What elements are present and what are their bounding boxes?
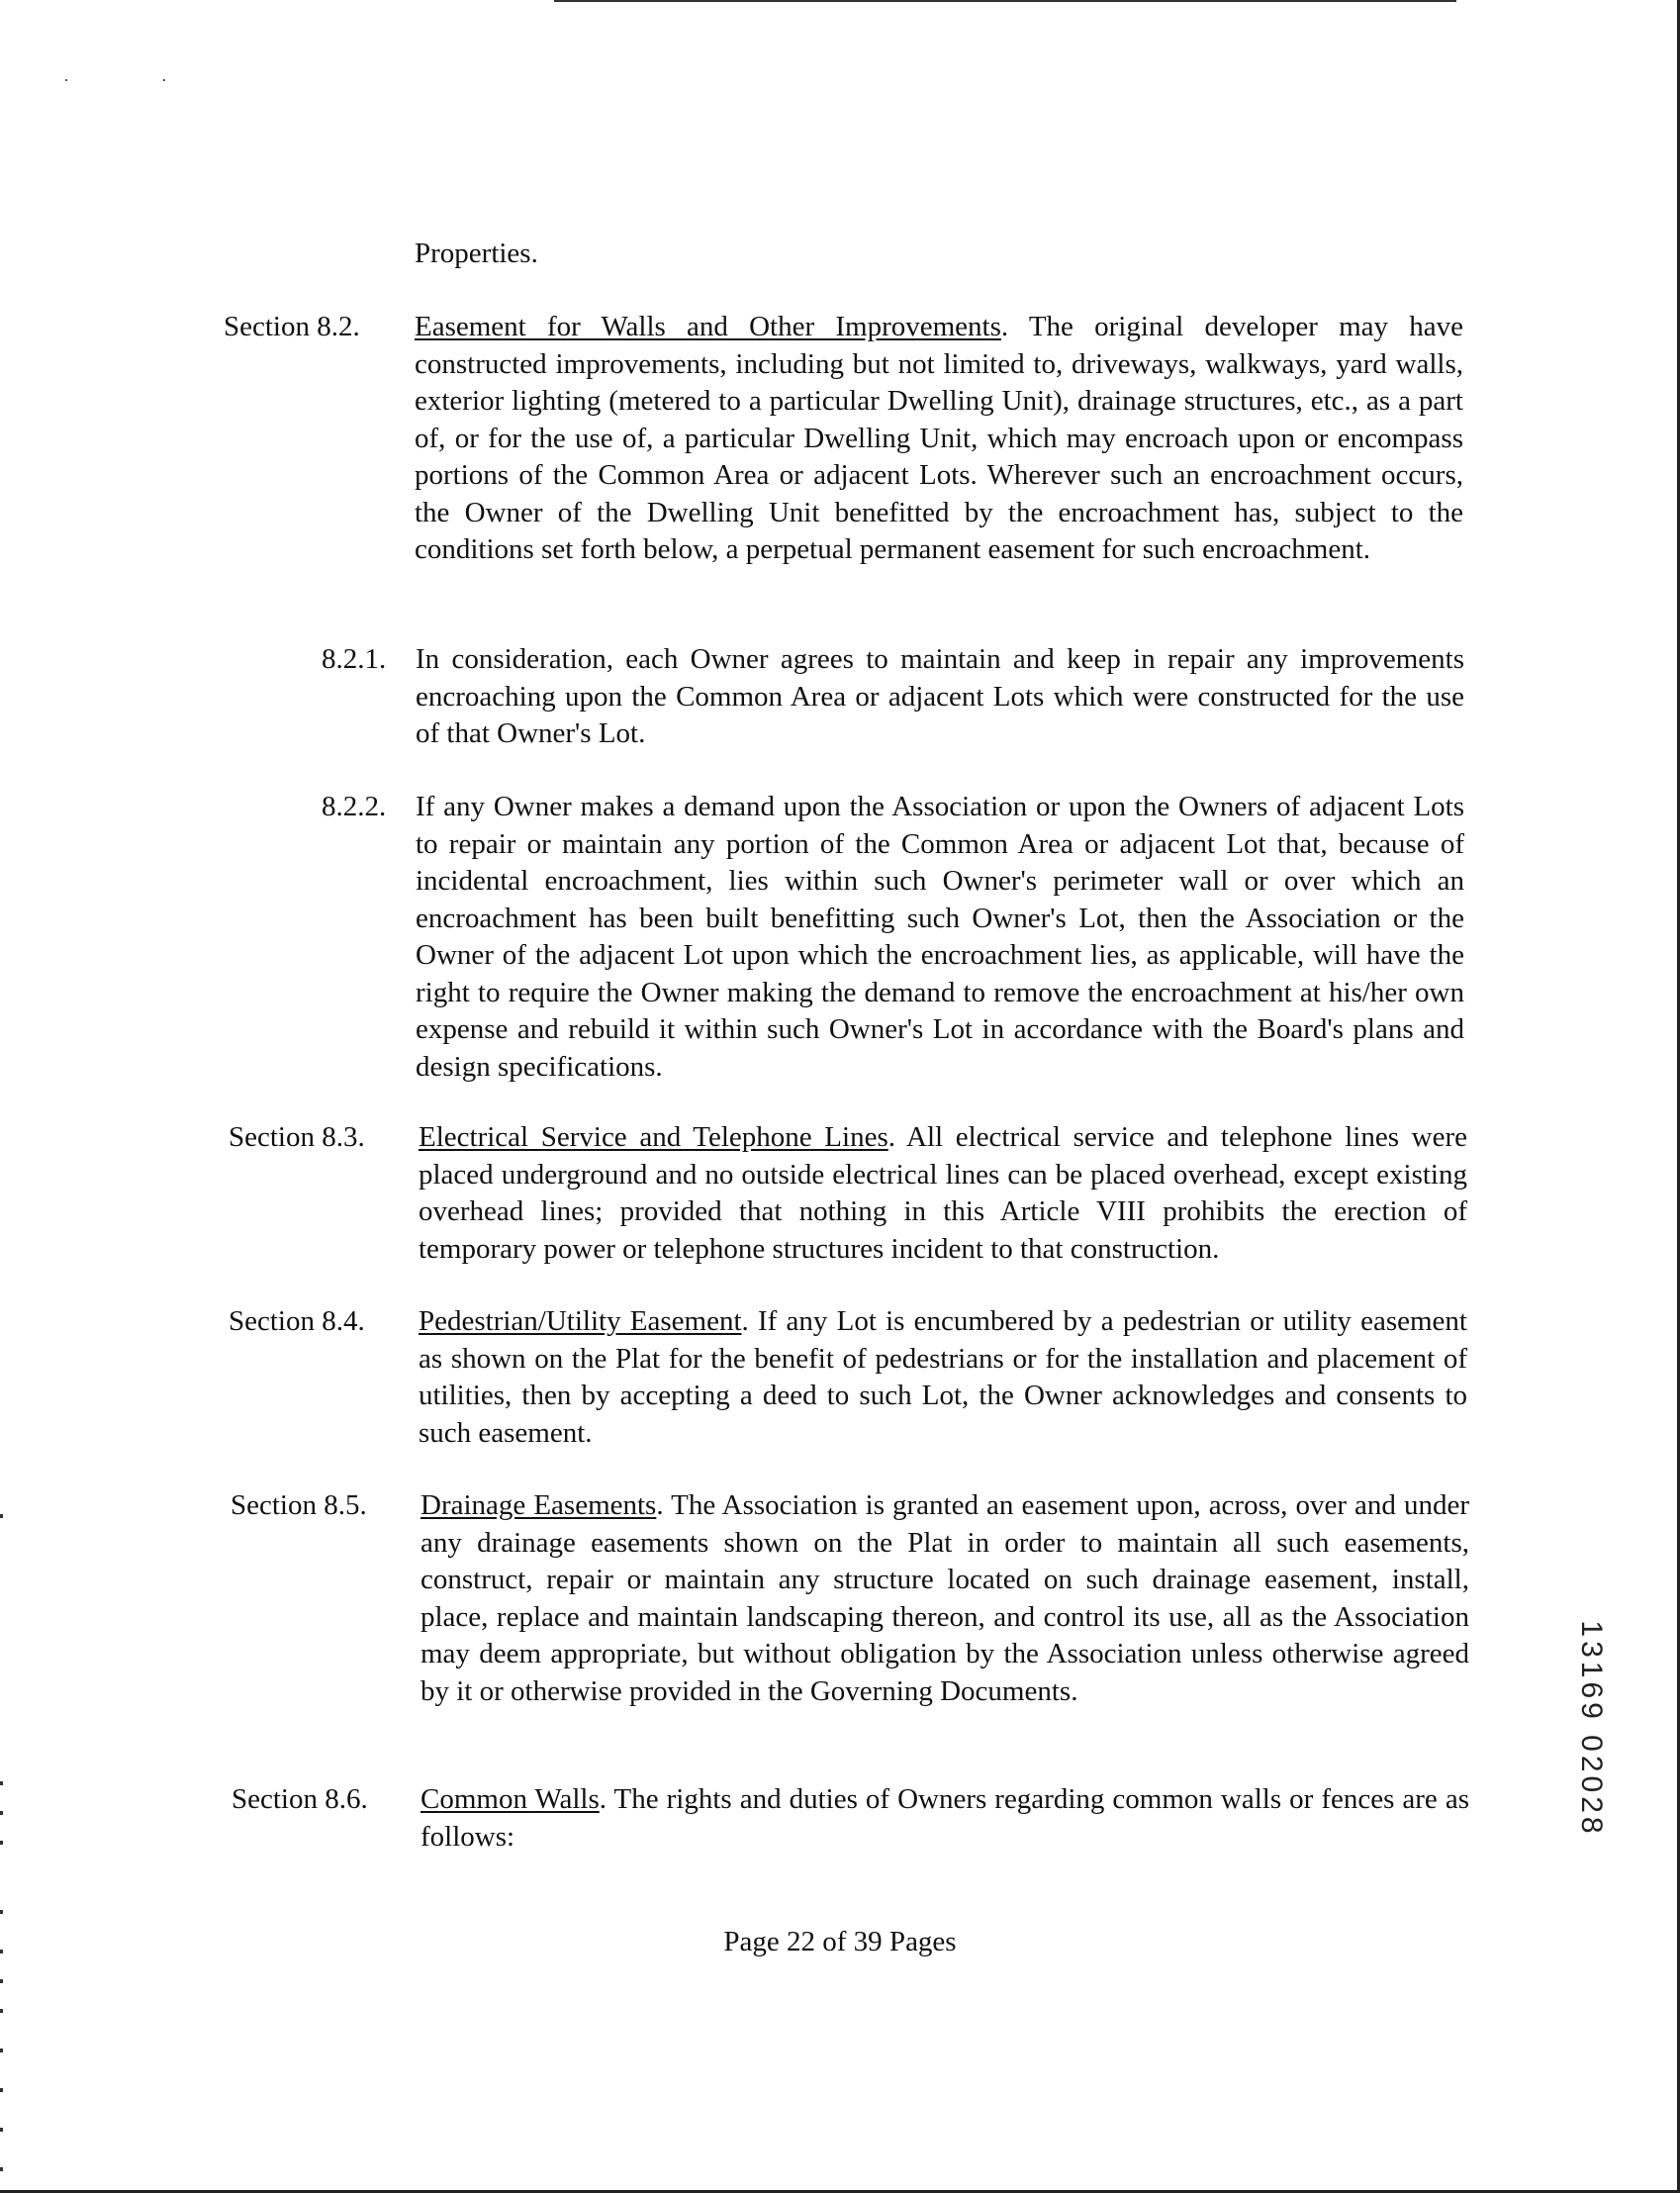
section-8-5-title: Drainage Easements (420, 1489, 657, 1521)
section-8-4-paragraph (419, 1303, 1467, 1452)
subsection-8-2-1-number: 8.2.1. (322, 643, 387, 675)
recording-stamp-text: 13169 02028 (1575, 1620, 1608, 1838)
section-8-2-paragraph (415, 309, 1463, 569)
section-8-2-body: . The original developer may have constructed improvements, including but not limited to, driveways, walkways, yard walls, exterior lighting (metered to a particular Dwelling Unit), drainage structures, etc., as a part of, or for the use of, a particular Dwelling Unit, which may encroach upon or encompass portions of the Common Area or adjacent Lots. Wherever such an encroachment occurs, the Owner of the Dwelling Unit benefitted by the encroachment has, subject to the conditions set forth below, a perpetual permanent easement for such encroachment. (415, 311, 1463, 565)
section-8-4-title: Pedestrian/Utility Easement (419, 1305, 742, 1337)
section-8-5-body: . The Association is granted an easement upon, across, over and under any drainage easements shown on the Plat in order to maintain all such easements, construct, repair or maintain any structure located on such drainage easement, install, place, replace and maintain landscaping thereon, and control its use, all as the Association may deem appropriate, but without obligation by the Association unless otherwise agreed by it or otherwise provided in the Governing Documents. (420, 1489, 1469, 1707)
section-8-6-title: Common Walls (420, 1783, 600, 1815)
section-8-5-number: Section 8.5. (231, 1489, 367, 1521)
section-8-6-paragraph (420, 1781, 1469, 1856)
section-8-3-number: Section 8.3. (229, 1121, 365, 1153)
section-8-3-title: Electrical Service and Telephone Lines (419, 1121, 888, 1153)
subsection-8-2-2-body: If any Owner makes a demand upon the Association or upon the Owners of adjacent Lots to repair or maintain any portion of the Common Area or adjacent Lot that, because of incidental encroachment, lies within such Owner's perimeter wall or over which an encroachment has been built benefitting such Owner's Lot, then the Association or the Owner of the adjacent Lot upon which the encroachment lies, as applicable, will have the right to require the Owner making the demand to remove the encroachment at his/her own expense and rebuild it within such Owner's Lot in accordance with the Board's plans and design specifications. (416, 791, 1464, 1083)
recording-stamp (1571, 1595, 1611, 1862)
section-8-3-paragraph (419, 1119, 1467, 1268)
section-8-5-paragraph (420, 1487, 1469, 1710)
section-8-6-body: . The rights and duties of Owners regarding common walls or fences are as follows: (420, 1783, 1469, 1853)
section-8-6-number: Section 8.6. (232, 1783, 368, 1815)
scan-speck (65, 79, 67, 81)
section-8-2-title: Easement for Walls and Other Improvements (415, 311, 1001, 342)
top-rule (554, 0, 1456, 2)
section-8-2-number: Section 8.2. (224, 311, 360, 342)
subsection-8-2-1-body: In consideration, each Owner agrees to maintain and keep in repair any improvements encroaching upon the Common Area or adjacent Lots which were constructed for the use of that Owner's Lot. (416, 643, 1464, 749)
left-margin-ticks (0, 1514, 3, 2187)
page-number: Page 22 of 39 Pages (723, 1926, 957, 1957)
section-8-4-body: . If any Lot is encumbered by a pedestrian or utility easement as shown on the Plat for the benefit of pedestrians or for the installation and placement of utilities, then by accepting a deed to such Lot, the Owner acknowledges and consents to such easement. (419, 1305, 1467, 1449)
intro-fragment: Properties. (415, 238, 538, 269)
subsection-8-2-2-number: 8.2.2. (322, 791, 387, 822)
scan-speck (163, 79, 165, 81)
section-8-4-number: Section 8.4. (229, 1305, 365, 1337)
section-8-3-body: . All electrical service and telephone lines were placed underground and no outside electrical lines can be placed overhead, except existing overhead lines; provided that nothing in this Article VIII prohibits the erection of temporary power or telephone structures incident to that construction. (419, 1121, 1468, 1265)
